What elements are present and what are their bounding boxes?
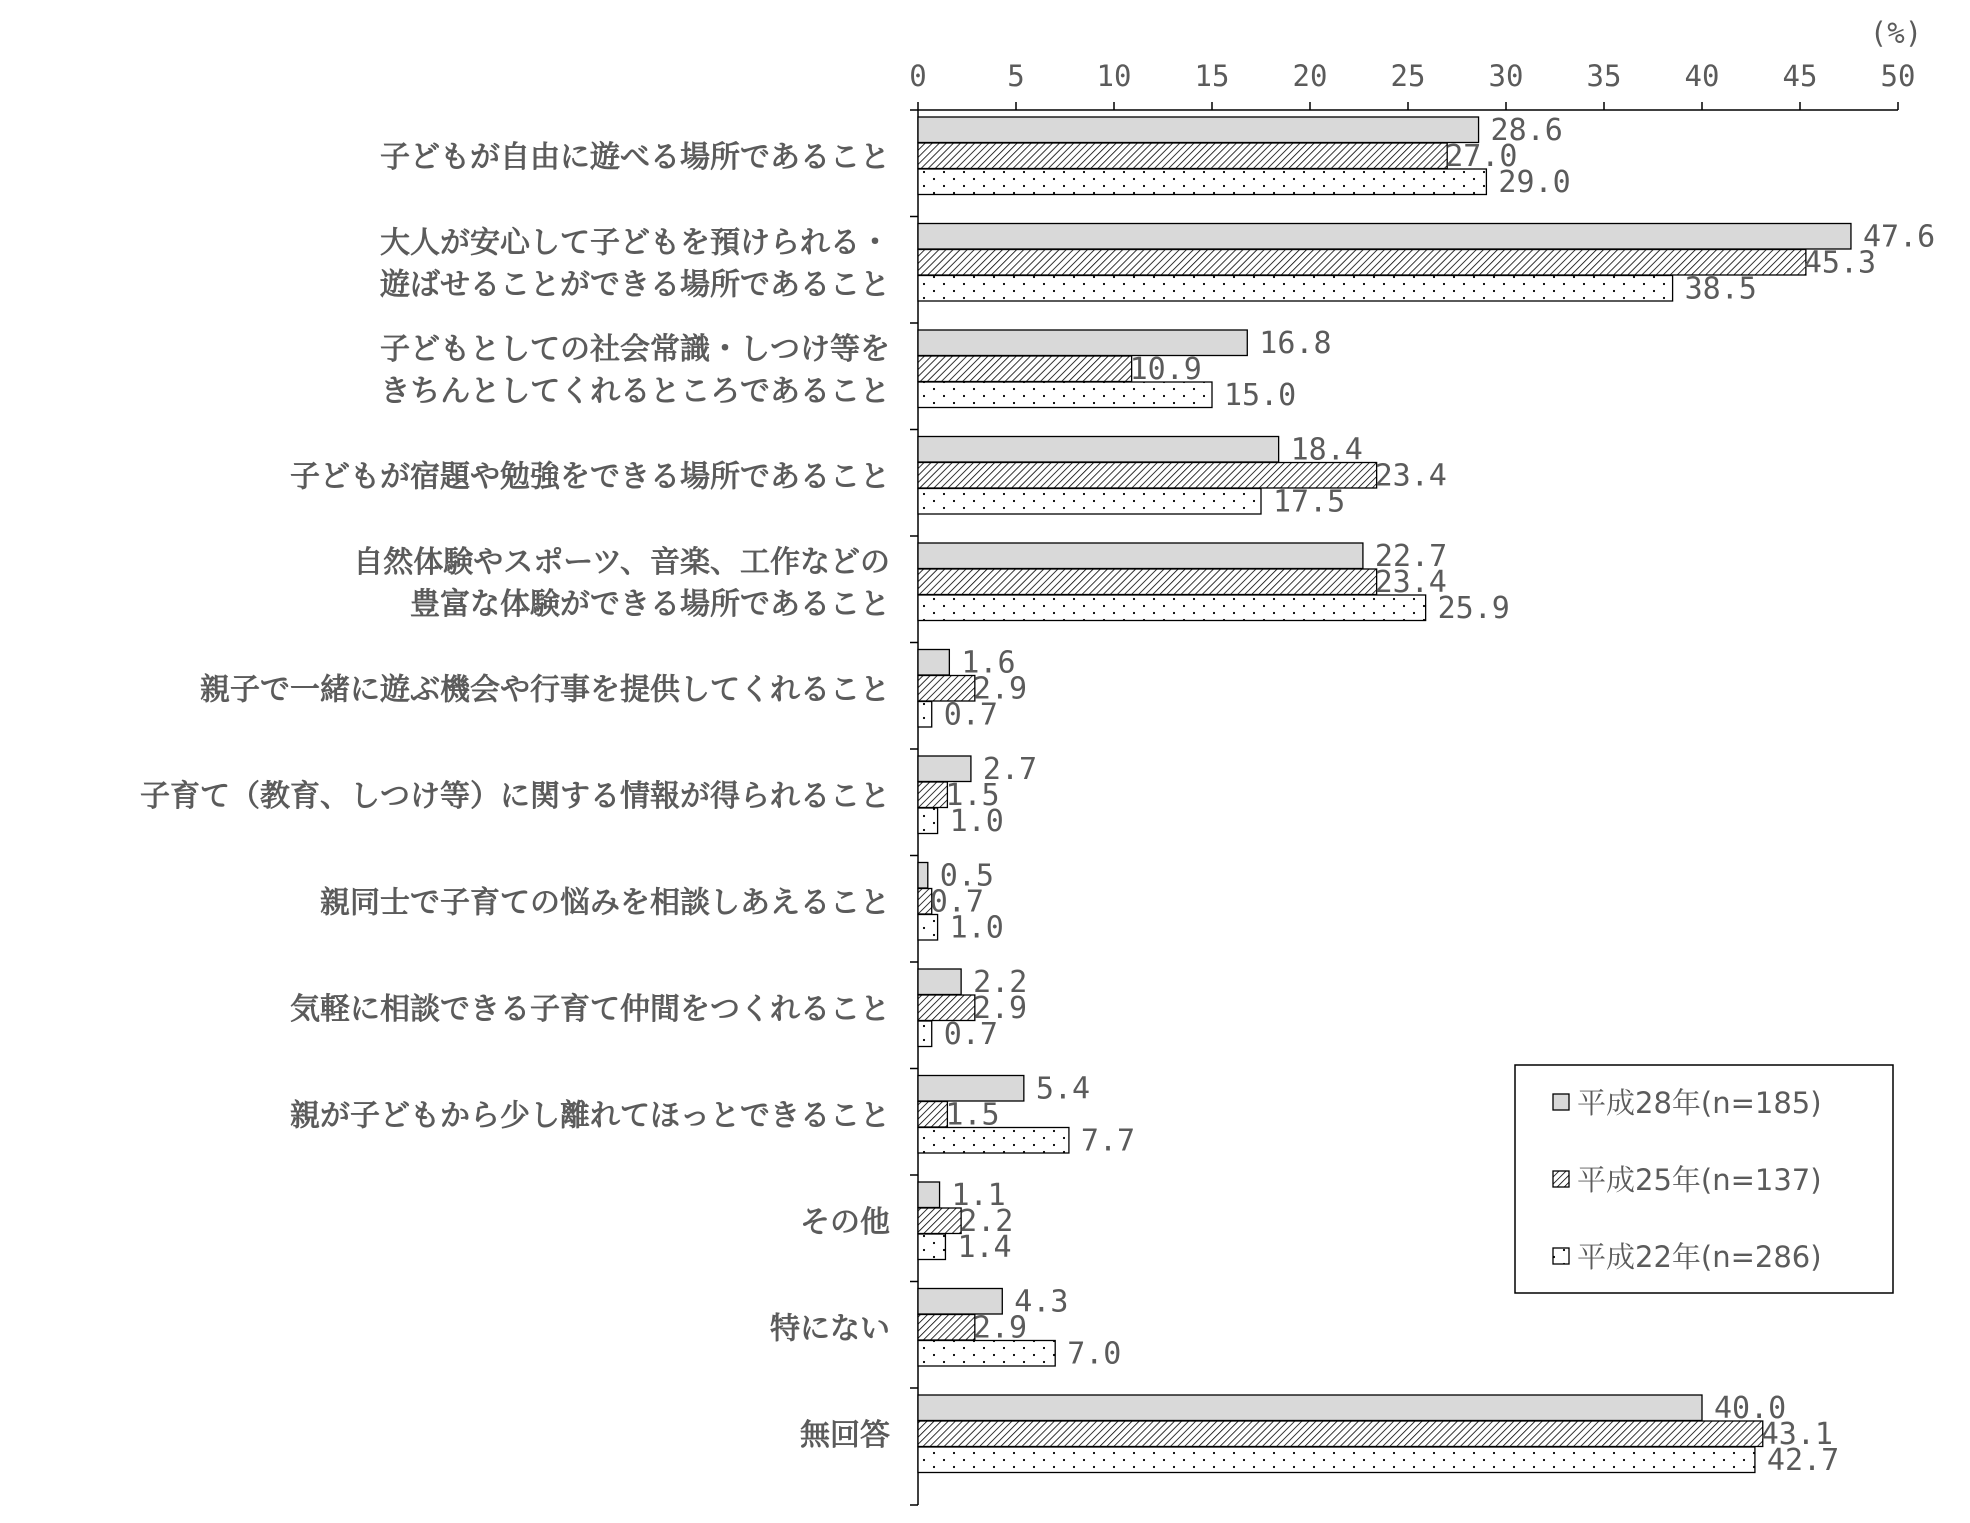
legend-swatch-2: [1553, 1171, 1569, 1187]
bar-1: [918, 543, 1363, 569]
category-label: 子どもが宿題や勉強をできる場所であること: [290, 459, 890, 495]
bar-value-label: 47.6: [1862, 219, 1936, 255]
bar-1: [918, 437, 1279, 463]
bar-1: [918, 224, 1851, 250]
bar-value-label: 2.9: [972, 1310, 1028, 1346]
category-label: 大人が安心して子どもを預けられる・: [380, 225, 890, 261]
bar-2: [918, 1315, 975, 1341]
bar-2: [918, 1102, 947, 1128]
x-tick-label: 30: [1488, 59, 1524, 93]
bar-value-label: 23.4: [1374, 564, 1447, 600]
bar-1: [918, 863, 928, 889]
bar-value-label: 29.0: [1498, 164, 1571, 200]
bar-value-label: 1.5: [945, 777, 1000, 813]
bar-1: [918, 969, 961, 995]
bar-value-label: 2.2: [959, 1203, 1014, 1239]
bar-value-label: 0.7: [943, 697, 998, 733]
x-axis-ticks: [909, 59, 1915, 110]
x-tick-label: 10: [1096, 59, 1132, 93]
category-label: きちんとしてくれるところであること: [380, 373, 890, 409]
category-label: 特にない: [770, 1311, 890, 1347]
bar-value-label: 7.0: [1067, 1336, 1122, 1372]
bar-value-label: 42.7: [1766, 1442, 1840, 1478]
bar-value-label: 28.6: [1490, 112, 1563, 148]
category-label: 自然体験やスポーツ、音楽、工作などの: [353, 544, 890, 580]
bar-value-label: 1.1: [951, 1177, 1006, 1213]
category-label: 子どもとしての社会常識・しつけ等を: [380, 331, 890, 367]
bar-3: [918, 1447, 1755, 1473]
bar-value-label: 4.3: [1014, 1284, 1069, 1320]
bar-value-label: 18.4: [1290, 432, 1363, 468]
bar-value-label: 17.5: [1273, 484, 1346, 520]
legend-label-3: 平成22年(n=286): [1577, 1240, 1822, 1274]
category-labels: [140, 140, 890, 1453]
bar-value-label: 2.2: [973, 964, 1028, 1000]
bar-2: [918, 1421, 1763, 1447]
bar-2: [918, 569, 1377, 595]
bar-2: [918, 782, 947, 808]
bar-3: [918, 169, 1486, 195]
bar-value-label: 2.7: [982, 751, 1038, 787]
category-label: 豊富な体験ができる場所であること: [410, 586, 890, 622]
bar-value-label: 15.0: [1224, 377, 1297, 413]
bar-1: [918, 1395, 1702, 1421]
x-tick-label: 40: [1684, 59, 1720, 93]
x-tick-label: 0: [909, 59, 927, 93]
bar-3: [918, 1234, 945, 1260]
bar-2: [918, 250, 1806, 276]
x-tick-label: 25: [1390, 59, 1426, 93]
bar-value-label: 1.0: [949, 803, 1004, 839]
bar-value-label: 40.0: [1714, 1390, 1787, 1426]
x-tick-label: 15: [1194, 59, 1230, 93]
x-tick-label: 50: [1880, 59, 1916, 93]
x-tick-label: 20: [1292, 59, 1328, 93]
bar-1: [918, 650, 949, 676]
category-label: 子どもが自由に遊べる場所であること: [380, 139, 890, 175]
bar-2: [918, 356, 1132, 382]
bar-3: [918, 489, 1261, 515]
category-label: 遊ばせることができる場所であること: [380, 267, 890, 303]
legend: [1515, 1065, 1893, 1293]
bar-value-label: 2.9: [972, 990, 1028, 1026]
bar-value-label: 0.7: [929, 884, 984, 920]
bar-value-label: 0.5: [939, 858, 994, 894]
legend-label-2: 平成25年(n=137): [1577, 1163, 1822, 1197]
bar-3: [918, 595, 1426, 621]
category-label: 親が子どもから少し離れてほっとできること: [290, 1098, 890, 1134]
bar-3: [918, 702, 932, 728]
legend-swatch-1: [1553, 1094, 1569, 1110]
bar-value-label: 10.9: [1129, 351, 1202, 387]
bar-value-label: 1.6: [961, 645, 1016, 681]
x-tick-label: 45: [1782, 59, 1818, 93]
bar-value-label: 25.9: [1437, 590, 1510, 626]
category-label: 親子で一緒に遊ぶ機会や行事を提供してくれること: [200, 672, 890, 708]
bar-value-label: 27.0: [1445, 138, 1518, 174]
bar-value-label: 2.9: [972, 671, 1028, 707]
bar-value-label: 0.7: [943, 1016, 998, 1052]
category-label: 子育て（教育、しつけ等）に関する情報が得られること: [140, 778, 890, 814]
bar-value-label: 1.5: [945, 1097, 1000, 1133]
x-tick-label: 35: [1586, 59, 1622, 93]
bar-3: [918, 808, 938, 834]
bar-value-label: 23.4: [1374, 458, 1447, 494]
bar-3: [918, 276, 1673, 302]
bar-value-label: 43.1: [1760, 1416, 1834, 1452]
bar-value-label: 16.8: [1259, 325, 1332, 361]
bar-value-label: 22.7: [1374, 538, 1448, 574]
bar-value-label: 38.5: [1684, 271, 1757, 307]
bar-3: [918, 1021, 932, 1047]
x-tick-label: 5: [1007, 59, 1025, 93]
unit-label: (%): [1869, 16, 1923, 50]
category-label: 親同士で子育ての悩みを相談しあえること: [320, 885, 890, 921]
bar-value-label: 7.7: [1080, 1123, 1136, 1159]
bar-1: [918, 117, 1479, 143]
bar-2: [918, 143, 1447, 169]
category-label: 気軽に相談できる子育て仲間をつくれること: [290, 991, 890, 1027]
category-label: 無回答: [800, 1417, 890, 1453]
bar-value-label: 1.4: [957, 1229, 1012, 1265]
category-label: その他: [800, 1204, 890, 1240]
bar-value-label: 5.4: [1035, 1071, 1091, 1107]
bar-value-label: 1.0: [949, 910, 1004, 946]
legend-swatch-3: [1553, 1248, 1569, 1264]
legend-label-1: 平成28年(n=185): [1577, 1086, 1822, 1120]
bar-value-label: 45.3: [1803, 245, 1877, 281]
bar-1: [918, 1182, 940, 1208]
